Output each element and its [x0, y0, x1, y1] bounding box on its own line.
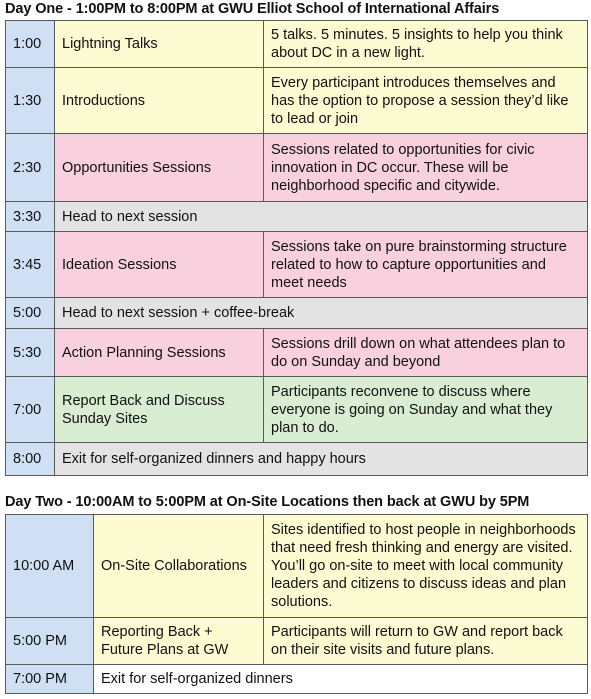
table-row	[6, 377, 588, 443]
day-one-title: Day One - 1:00PM to 8:00PM at GWU Elliot School of International Affairs	[5, 1, 500, 17]
time-cell: 8:00	[6, 443, 55, 476]
table-row	[6, 665, 588, 694]
time-cell: 2:30	[6, 134, 55, 202]
day-two-schedule	[5, 514, 588, 694]
session-cell: Exit for self-organized dinners and happy hours	[55, 443, 588, 476]
time-cell: 5:00 PM	[6, 618, 94, 665]
time-cell: 3:30	[6, 202, 55, 232]
day-two-title: Day Two - 10:00AM to 5:00PM at On-Site Locations then back at GWU by 5PM	[5, 494, 530, 510]
description-cell: Participants reconvene to discuss where everyone is going on Sunday and what they plan to do.	[264, 377, 588, 443]
table-row	[6, 329, 588, 377]
description-cell: Participants will return to GW and report back on their site visits and future plans.	[264, 618, 588, 665]
session-cell: Exit for self-organized dinners	[94, 665, 588, 694]
description-cell: Sessions drill down on what attendees plan to do on Sunday and beyond	[264, 329, 588, 377]
time-cell: 1:00	[6, 21, 55, 68]
time-cell: 5:00	[6, 298, 55, 329]
table-row	[6, 202, 588, 232]
session-cell: On-Site Collaborations	[94, 515, 264, 618]
time-cell: 3:45	[6, 232, 55, 298]
session-cell: Action Planning Sessions	[55, 329, 264, 377]
session-cell: Reporting Back + Future Plans at GW	[94, 618, 264, 665]
session-cell: Head to next session	[55, 202, 588, 232]
time-cell: 10:00 AM	[6, 515, 94, 618]
time-cell: 7:00 PM	[6, 665, 94, 694]
session-cell: Ideation Sessions	[55, 232, 264, 298]
table-row	[6, 68, 588, 134]
description-cell: Sites identified to host people in neighborhoods that need fresh thinking and energy are visited. You’ll go on-site to meet with local community leaders and citizens to discuss ideas and plan solutions.	[264, 515, 588, 618]
description-cell: 5 talks. 5 minutes. 5 insights to help you think about DC in a new light.	[264, 21, 588, 68]
time-cell: 7:00	[6, 377, 55, 443]
session-cell: Head to next session + coffee-break	[55, 298, 588, 329]
session-cell: Report Back and Discuss Sunday Sites	[55, 377, 264, 443]
table-row	[6, 21, 588, 68]
table-row	[6, 618, 588, 665]
session-cell: Opportunities Sessions	[55, 134, 264, 202]
time-cell: 5:30	[6, 329, 55, 377]
table-row	[6, 134, 588, 202]
table-row	[6, 232, 588, 298]
table-row	[6, 443, 588, 476]
table-row	[6, 515, 588, 618]
session-cell: Lightning Talks	[55, 21, 264, 68]
description-cell: Sessions related to opportunities for civic innovation in DC occur. These will be neighborhood specific and citywide.	[264, 134, 588, 202]
description-cell: Every participant introduces themselves and has the option to propose a session they’d like to lead or join	[264, 68, 588, 134]
session-cell: Introductions	[55, 68, 264, 134]
time-cell: 1:30	[6, 68, 55, 134]
description-cell: Sessions take on pure brainstorming structure related to how to capture opportunities and meet needs	[264, 232, 588, 298]
table-row	[6, 298, 588, 329]
day-one-schedule	[5, 20, 588, 476]
